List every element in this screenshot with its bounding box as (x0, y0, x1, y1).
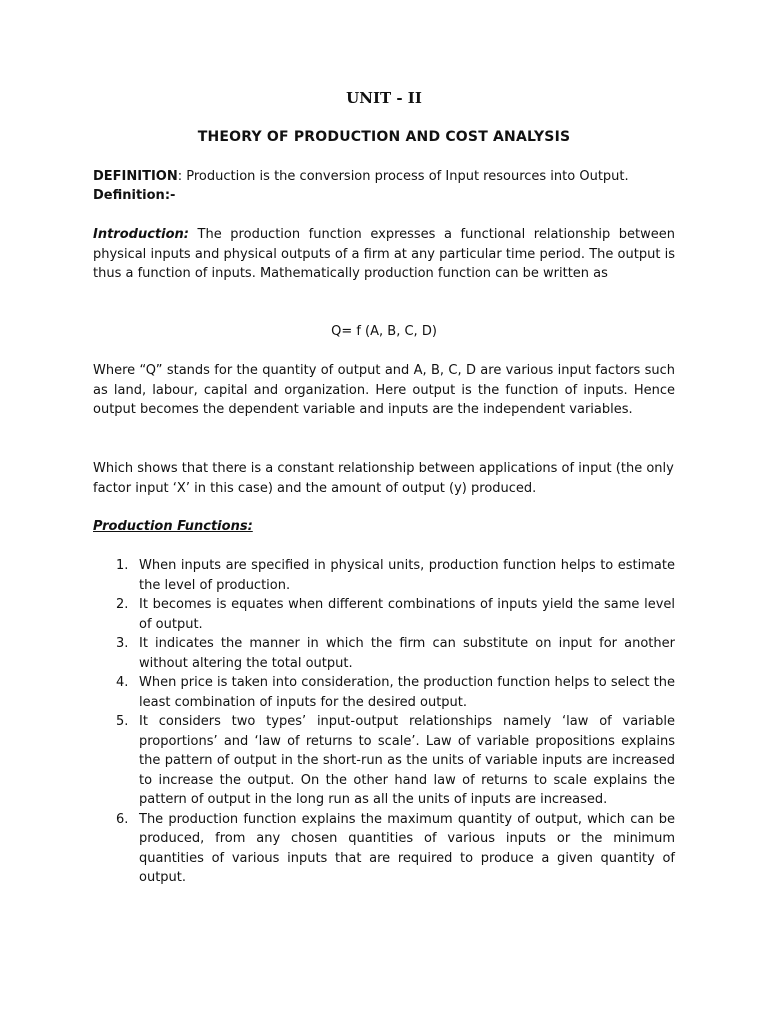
definition-subheading (93, 186, 675, 205)
list-item-text: When inputs are specified in physical units, production function helps to estimate the level of production. (139, 558, 675, 593)
which-paragraph: Which shows that there is a constant relationship between applications of input (the only factor input ‘X’ in this case) and the amount of output (y) produced. (93, 461, 674, 496)
definition-sub-label: Definition (93, 188, 165, 203)
definition-text: : Production is the conversion process of Input resources into Output. (177, 169, 629, 184)
introduction-paragraph (93, 225, 675, 284)
list-item-number: 5. (116, 714, 129, 729)
document-title: THEORY OF PRODUCTION AND COST ANALYSIS (197, 129, 571, 145)
list-item-number: 4. (116, 675, 129, 690)
production-functions-list (93, 556, 675, 888)
list-item-text: The production function explains the maximum quantity of output, which can be produced, from any chosen quantities of various inputs or the minimum quantities of various inputs that are required to produce a given quantity of output. (139, 811, 675, 885)
introduction-label: Introduction: (93, 227, 189, 242)
unit-title: UNIT - II (346, 89, 422, 107)
where-paragraph: Where “Q” stands for the quantity of output and A, B, C, D are various input factors such as land, labour, capital and organization. Here output is the function of inputs. Hence output becomes the dependent variable and inputs are the independent variables. (93, 363, 675, 418)
list-item (93, 810, 675, 888)
document-page (93, 0, 675, 1024)
list-item-number: 3. (116, 636, 129, 651)
list-item (93, 595, 675, 634)
definition-sub-text: :- (164, 188, 176, 203)
list-item (93, 712, 675, 810)
definition-label: DEFINITION (93, 169, 178, 184)
list-item (93, 634, 675, 673)
list-item-text: It becomes is equates when different combinations of inputs yield the same level of output. (139, 597, 675, 632)
list-item-text: It indicates the manner in which the firm can substitute on input for another without altering the total output. (139, 636, 675, 671)
production-functions-heading: Production Functions: (93, 519, 253, 534)
list-item-number: 1. (116, 558, 129, 573)
list-item-number: 2. (116, 597, 129, 612)
introduction-text: The production function expresses a functional relationship between physical inputs and physical outputs of a firm at any particular time period. The output is thus a function of inputs. Mathematically production function can be written as (93, 227, 675, 282)
list-item (93, 556, 675, 595)
production-formula: Q= f (A, B, C, D) (331, 324, 437, 339)
list-item-text: It considers two types’ input-output relationships namely ‘law of variable proportions’ and ‘law of returns to scale’. Law of variable propositions explains the pattern of output in the short-run as the units of variable inputs are increased to increase the output. On the other hand law of returns to scale explains the pattern of output in the long run as all the units of inputs are increased. (139, 714, 675, 807)
list-item-number: 6. (116, 811, 129, 827)
list-item (93, 673, 675, 712)
list-item-text: When price is taken into consideration, the production function helps to select the least combination of inputs for the desired output. (139, 675, 675, 710)
definition-paragraph (93, 167, 675, 186)
